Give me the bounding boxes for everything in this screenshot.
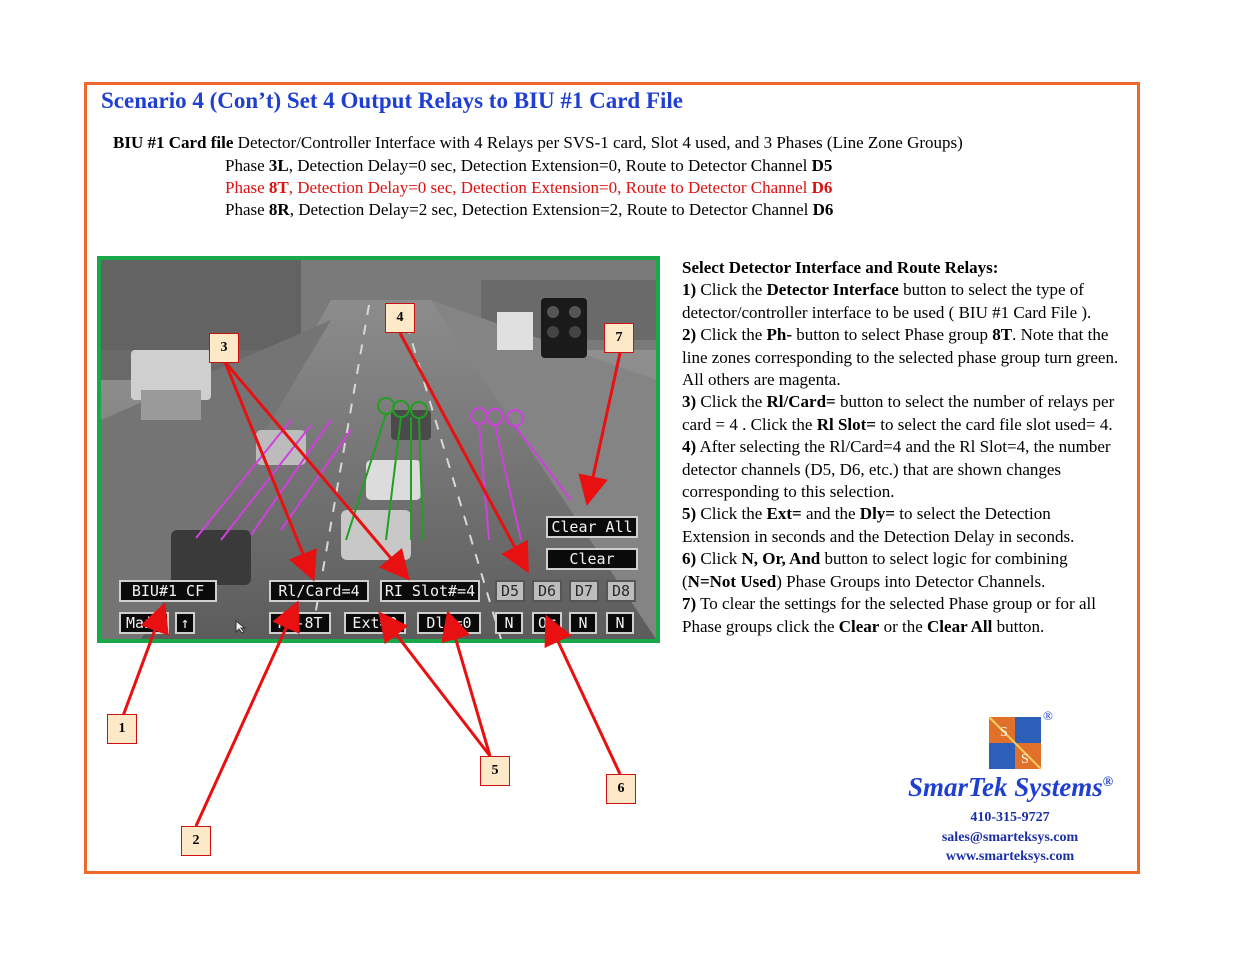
phase-id: 8T — [268, 178, 289, 197]
step-2: 2) Click the Ph- button to select Phase group 8T. Note that the line zones corresponding to the selected phase group turn green. All others are magenta. — [682, 325, 1119, 390]
callout-4: 4 — [385, 303, 415, 333]
step-1: 1) Click the Detector Interface button to select the type of detector/controller interface to be used ( BIU #1 Card File ). — [682, 280, 1092, 322]
logic-n-button-2[interactable]: N — [569, 612, 597, 634]
detector-channel-d5[interactable]: D5 — [495, 580, 525, 602]
step-7: 7) To clear the settings for the selected Phase group or for all Phase groups click the Clear or the Clear All button. — [682, 594, 1096, 636]
detector-interface-button[interactable]: BIU#1 CF — [119, 580, 217, 602]
phase-prefix: Phase — [225, 200, 269, 219]
detector-channel-d8[interactable]: D8 — [606, 580, 636, 602]
step-4: 4) After selecting the Rl/Card=4 and the Rl Slot=4, the number detector channels (D5, D6, etc.) that are shown changes corresponding to this selection. — [682, 437, 1111, 502]
logo-registered-mark: ® — [1043, 708, 1053, 723]
main-menu-button[interactable]: Main — [119, 612, 169, 634]
company-website[interactable]: www.smarteksys.com — [945, 849, 1075, 864]
extension-button[interactable]: Ext=0 — [344, 612, 406, 634]
intro-bold: BIU #1 Card file — [113, 133, 234, 152]
callout-7: 7 — [604, 323, 634, 353]
clear-button[interactable]: Clear — [546, 548, 638, 570]
phase-channel: D5 — [811, 156, 833, 175]
callout-5: 5 — [480, 756, 510, 786]
callout-2: 2 — [181, 826, 211, 856]
instructions-heading: Select Detector Interface and Route Relays: — [682, 258, 999, 277]
detector-channel-d7[interactable]: D7 — [569, 580, 599, 602]
phase-prefix: Phase — [225, 178, 269, 197]
svg-text:S: S — [1021, 752, 1029, 767]
relay-slot-button[interactable]: RI Slot#=4 — [380, 580, 480, 602]
company-email[interactable]: sales@smarteksys.com — [941, 830, 1079, 845]
phase-select-button[interactable]: Ph-8T — [269, 612, 331, 634]
phase-id: 8R — [268, 200, 290, 219]
callout-3: 3 — [209, 333, 239, 363]
intro-text: Detector/Controller Interface with 4 Relays per SVS-1 card, Slot 4 used, and 3 Phases (Line Zone Groups) — [233, 133, 963, 152]
detector-channel-d6[interactable]: D6 — [532, 580, 562, 602]
up-arrow-button[interactable]: ↑ — [175, 612, 195, 634]
relays-per-card-button[interactable]: Rl/Card=4 — [269, 580, 369, 602]
phase-channel: D6 — [811, 178, 833, 197]
phase-id: 3L — [268, 156, 289, 175]
phase-prefix: Phase — [225, 156, 269, 175]
logic-n-button-1[interactable]: N — [495, 612, 523, 634]
step-5: 5) Click the Ext= and the Dly= to select the Detection Extension in seconds and the Detection Delay in seconds. — [682, 504, 1075, 546]
company-phone: 410-315-9727 — [970, 810, 1050, 825]
delay-button[interactable]: Dly=0 — [417, 612, 481, 634]
logic-or-button[interactable]: Or — [532, 612, 562, 634]
phase-desc: , Detection Delay=2 sec, Detection Extension=2, Route to Detector Channel — [289, 200, 813, 219]
clear-all-button[interactable]: Clear All — [546, 516, 638, 538]
callout-1: 1 — [107, 714, 137, 744]
phase-channel: D6 — [812, 200, 834, 219]
step-6: 6) Click N, Or, And button to select logic for combining (N=Not Used) Phase Groups into Detector Channels. — [682, 549, 1068, 591]
phase-desc: , Detection Delay=0 sec, Detection Extension=0, Route to Detector Channel — [288, 156, 812, 175]
logic-n-button-3[interactable]: N — [606, 612, 634, 634]
page-title: Scenario 4 (Con’t) Set 4 Output Relays to BIU #1 Card File — [101, 88, 683, 113]
smartek-logo-icon — [988, 716, 1042, 770]
phase-desc: , Detection Delay=0 sec, Detection Extension=0, Route to Detector Channel — [288, 178, 812, 197]
instructions-panel — [682, 257, 1122, 638]
step-3: 3) Click the Rl/Card= button to select the number of relays per card = 4 . Click the Rl Slot= to select the card file slot used= 4. — [682, 392, 1115, 434]
callout-6: 6 — [606, 774, 636, 804]
company-name: SmarTek Systems® — [908, 772, 1114, 802]
svg-text:S: S — [1000, 725, 1008, 740]
